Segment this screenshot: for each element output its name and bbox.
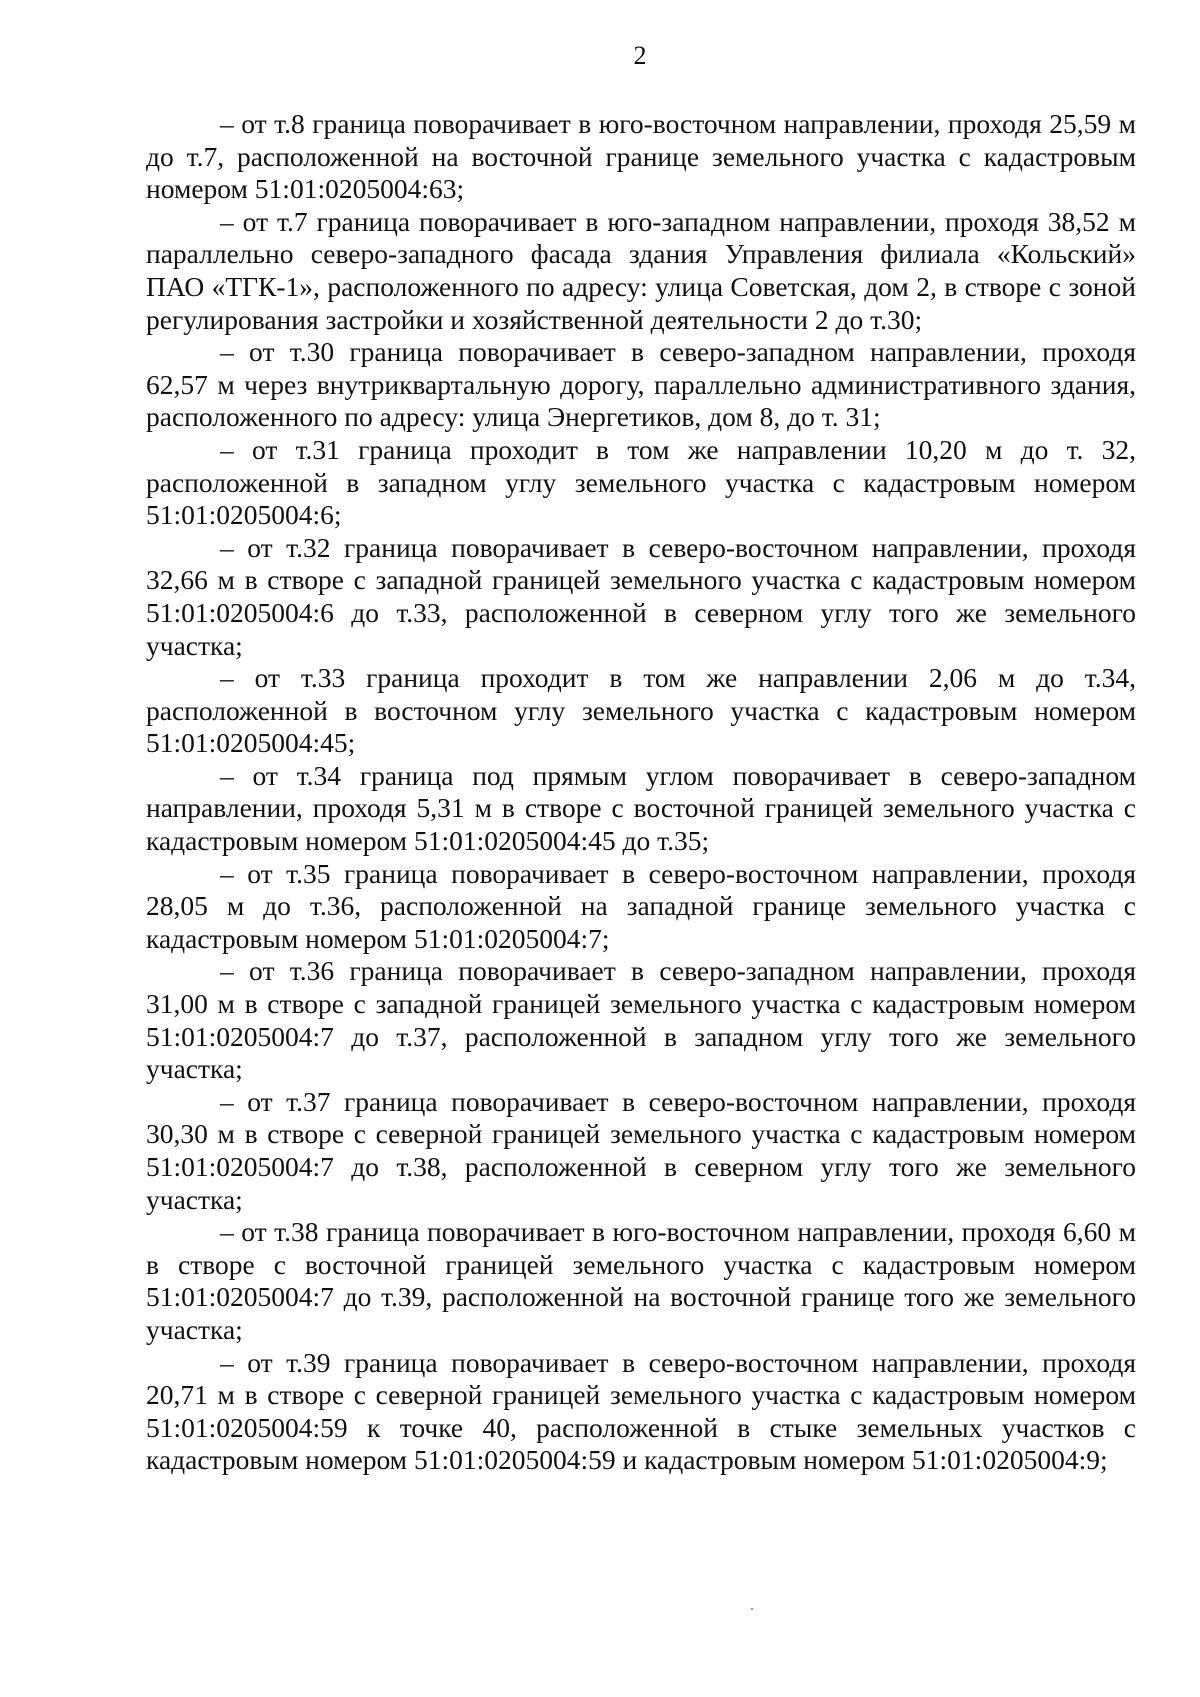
boundary-paragraph-t8: – от т.8 граница поворачивает в юго-восточном направлении, проходя 25,59 м до т.7, расположенной на восточной границе земельного участка с кадастровым номером 51:01:0205004:63;	[146, 108, 1136, 205]
boundary-paragraph-t35: – от т.35 граница поворачивает в северо-восточном направлении, проходя 28,05 м до т.36, расположенной на западной границе земельного участка с кадастровым номером 51:01:0205004:7;	[146, 857, 1136, 954]
boundary-paragraph-t34: – от т.34 граница под прямым углом поворачивает в северо-западном направлении, проходя 5,31 м в створе с восточной границей земельного участка с кадастровым номером 51:01:0205004:45 до т.35;	[146, 759, 1136, 857]
boundary-paragraph-t33: – от т.33 граница проходит в том же направлении 2,06 м до т.34, расположенной в восточном углу земельного участка с кадастровым номером 51:01:0205004:45;	[146, 662, 1136, 759]
document-body	[146, 108, 1136, 1477]
scan-speck	[751, 1608, 753, 1610]
boundary-paragraph-t32: – от т.32 граница поворачивает в северо-восточном направлении, проходя 32,66 м в створе с западной границей земельного участка с кадастровым номером 51:01:0205004:6 до т.33, расположенной в северном углу того же земельного участка;	[146, 531, 1136, 661]
boundary-paragraph-t37: – от т.37 граница поворачивает в северо-восточном направлении, проходя 30,30 м в створе с северной границей земельного участка с кадастровым номером 51:01:0205004:7 до т.38, расположенной в северном углу того же земельного участка;	[146, 1085, 1136, 1215]
boundary-paragraph-t7: – от т.7 граница поворачивает в юго-западном направлении, проходя 38,52 м параллельно северо-западного фасада здания Управления филиала «Кольский» ПАО «ТГК-1», расположенного по адресу: улица Советская, дом 2, в створе с зоной регулирования застройки и хозяйственной деятельности 2 до т.30;	[146, 205, 1136, 335]
boundary-paragraph-t39: – от т.39 граница поворачивает в северо-восточном направлении, проходя 20,71 м в створе с северной границей земельного участка с кадастровым номером 51:01:0205004:59 к точке 40, расположенной в стыке земельных участков с кадастровым номером 51:01:0205004:59 и кадастровым номером 51:01:0205004:9;	[146, 1346, 1136, 1476]
boundary-paragraph-t31: – от т.31 граница проходит в том же направлении 10,20 м до т. 32, расположенной в западном углу земельного участка с кадастровым номером 51:01:0205004:6;	[146, 433, 1136, 531]
boundary-paragraph-t36: – от т.36 граница поворачивает в северо-западном направлении, проходя 31,00 м в створе с западной границей земельного участка с кадастровым номером 51:01:0205004:7 до т.37, расположенной в западном углу того же земельного участка;	[146, 955, 1136, 1085]
page-number: 2	[633, 41, 647, 70]
boundary-paragraph-t30: – от т.30 граница поворачивает в северо-западном направлении, проходя 62,57 м через внутриквартальную дорогу, параллельно административного здания, расположенного по адресу: улица Энергетиков, дом 8, до т. 31;	[146, 336, 1136, 433]
boundary-paragraph-t38: – от т.38 граница поворачивает в юго-восточном направлении, проходя 6,60 м в створе с восточной границей земельного участка с кадастровым номером 51:01:0205004:7 до т.39, расположенной на восточной границе того же земельного участка;	[146, 1216, 1136, 1345]
